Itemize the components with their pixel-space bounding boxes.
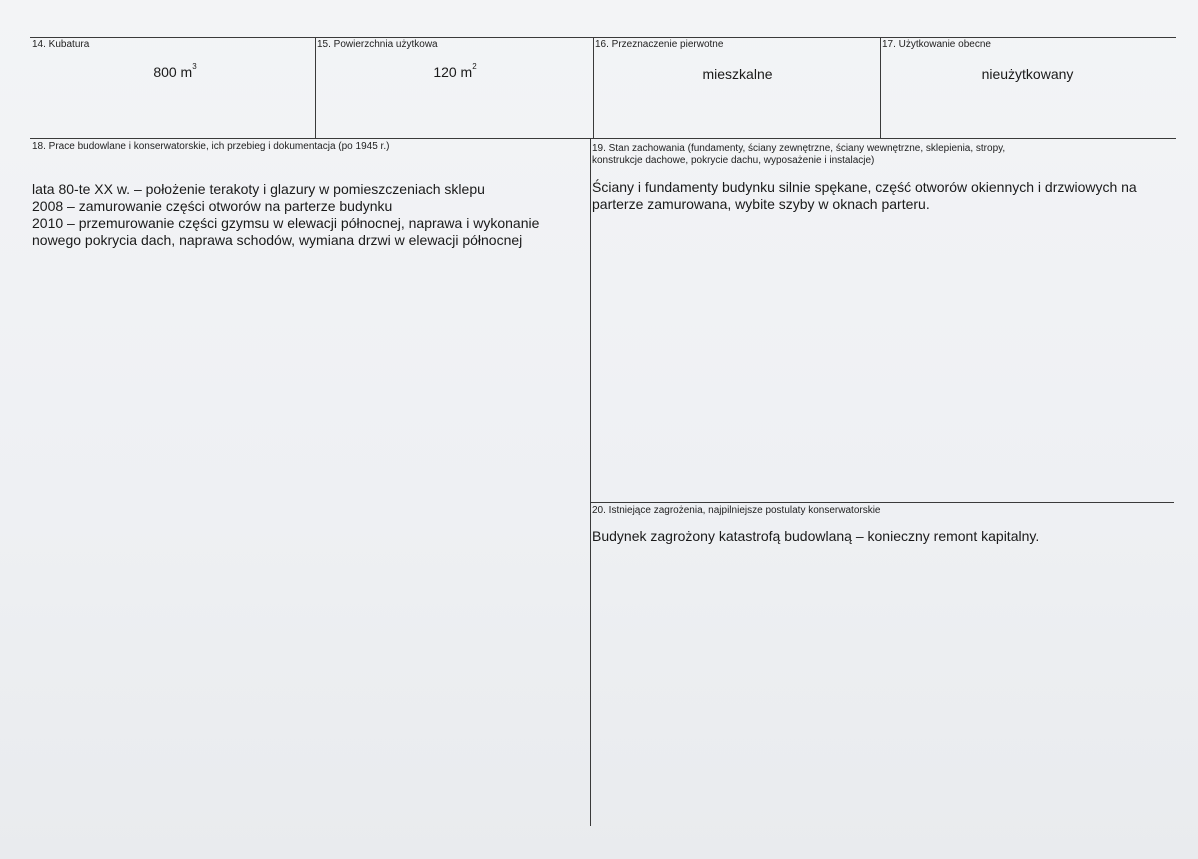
field-18-line: 2008 – zamurowanie części otworów na parterze budynku: [32, 198, 393, 214]
col-divider-15: [315, 37, 316, 138]
field-18-line: nowego pokrycia dach, naprawa schodów, wymiana drzwi w elewacji północnej: [32, 232, 523, 248]
field-14-value: [110, 64, 240, 80]
top-rule: [30, 37, 1176, 38]
col-divider-17: [880, 37, 881, 138]
field-20-label: 20. Istniejące zagrożenia, najpilniejsze postulaty konserwatorskie: [592, 505, 881, 516]
field-19-text: [592, 179, 1137, 213]
field-17-label: 17. Użytkowanie obecne: [882, 39, 991, 50]
field-20-text: Budynek zagrożony katastrofą budowlaną – konieczny remont kapitalny.: [592, 528, 1040, 544]
field-18-label: 18. Prace budowlane i konserwatorskie, ich przebieg i dokumentacja (po 1945 r.): [32, 141, 390, 152]
main-col-divider: [590, 138, 591, 826]
col-divider-16: [593, 37, 594, 138]
field-19-label-line1: 19. Stan zachowania (fundamenty, ściany zewnętrzne, ściany wewnętrzne, sklepienia, stropy,: [592, 143, 1006, 154]
field-18-text: [32, 181, 539, 249]
field-18-line: lata 80-te XX w. – położenie terakoty i glazury w pomieszczeniach sklepu: [32, 181, 485, 197]
field-16-value: mieszkalne: [702, 66, 773, 82]
field-15-label: 15. Powierzchnia użytkowa: [317, 39, 438, 50]
section-20-rule: [591, 502, 1174, 503]
field-17-value: nieużytkowany: [981, 66, 1074, 82]
field-18-line: 2010 – przemurowanie części gzymsu w elewacji północnej, naprawa i wykonanie: [32, 215, 540, 231]
field-15-value-text: 120 m: [433, 64, 473, 80]
field-19-line: parterze zamurowana, wybite szyby w oknach parteru.: [592, 196, 930, 212]
field-19-label-line2: konstrukcje dachowe, pokrycie dachu, wyposażenie i instalacje): [592, 155, 875, 166]
field-14-exponent: 3: [192, 62, 197, 71]
field-15-value: [390, 64, 520, 80]
field-14-value-text: 800 m: [153, 64, 193, 80]
row-divider: [30, 138, 1176, 139]
field-14-label: 14. Kubatura: [32, 39, 90, 50]
field-19-line: Ściany i fundamenty budynku silnie spękane, część otworów okiennych i drzwiowych na: [592, 179, 1137, 195]
field-15-exponent: 2: [472, 62, 477, 71]
field-16-label: 16. Przeznaczenie pierwotne: [595, 39, 724, 50]
